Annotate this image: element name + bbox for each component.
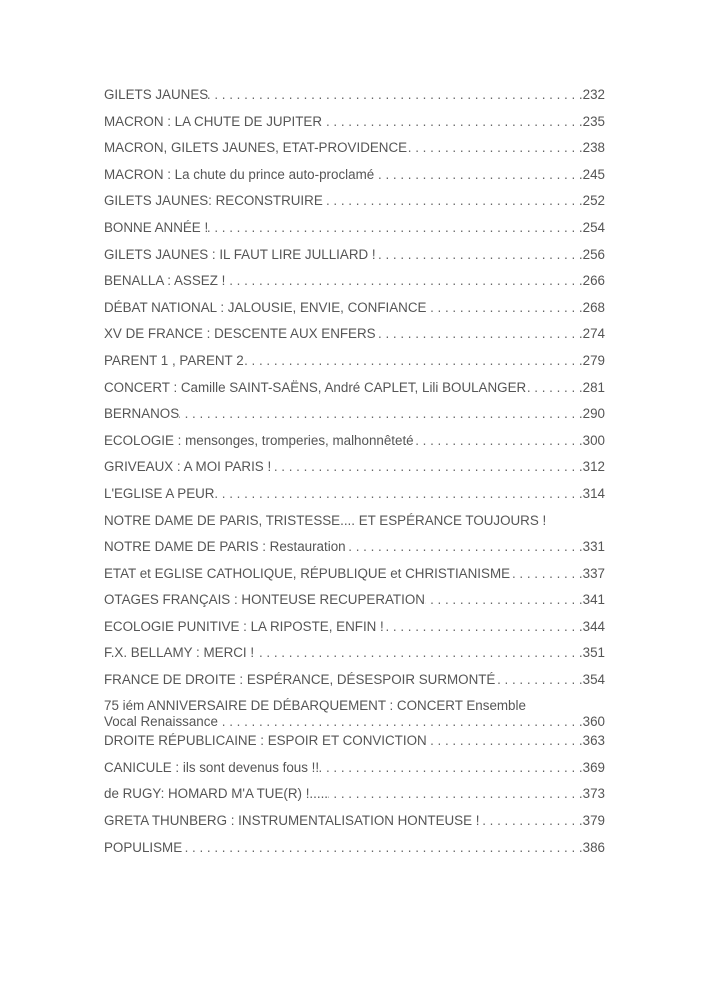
toc-entry-page: 232 bbox=[582, 87, 605, 102]
toc-dot-leader bbox=[346, 538, 583, 556]
toc-entry-page: 290 bbox=[582, 406, 605, 422]
toc-entry-page: 268 bbox=[582, 299, 605, 315]
toc-entry-page: 312 bbox=[582, 459, 605, 475]
toc-entry-title: FRANCE DE DROITE : ESPÉRANCE, DÉSESPOIR SURMONTÉ bbox=[104, 672, 496, 688]
toc-entry-title: F.X. BELLAMY : MERCI ! bbox=[104, 645, 255, 661]
toc-entry-title-continued: Vocal Renaissance bbox=[104, 713, 218, 729]
toc-entry[interactable] bbox=[104, 379, 605, 406]
toc-dot-leader bbox=[218, 714, 583, 730]
table-of-contents bbox=[104, 86, 605, 865]
toc-entry-page: 266 bbox=[582, 273, 605, 289]
toc-entry[interactable] bbox=[104, 591, 605, 618]
toc-dot-leader bbox=[376, 325, 583, 343]
toc-entry[interactable] bbox=[104, 139, 605, 166]
toc-entry-title: CONCERT : Camille SAINT-SAËNS, André CAPLET, Lili BOULANGER bbox=[104, 379, 527, 395]
toc-entry-title: BENALLA : ASSEZ ! bbox=[104, 273, 226, 289]
toc-entry[interactable] bbox=[104, 759, 605, 786]
toc-entry-title: GILETS JAUNES bbox=[104, 87, 209, 102]
toc-dot-leader bbox=[214, 485, 582, 503]
toc-entry-title: 75 iém ANNIVERSAIRE DE DÉBARQUEMENT : CONCERT Ensemble bbox=[104, 697, 526, 713]
toc-entry-page: 245 bbox=[582, 166, 605, 182]
toc-dot-leader bbox=[319, 759, 583, 777]
toc-entry[interactable] bbox=[104, 512, 605, 539]
toc-entry[interactable] bbox=[104, 86, 605, 113]
toc-entry-title: BONNE ANNÉE ! bbox=[104, 219, 209, 235]
toc-entry-title: POPULISME bbox=[104, 839, 183, 855]
toc-entry-page: 379 bbox=[582, 812, 605, 828]
toc-dot-leader bbox=[526, 379, 582, 397]
toc-entry[interactable] bbox=[104, 485, 605, 512]
toc-dot-leader bbox=[323, 192, 583, 210]
toc-entry[interactable] bbox=[104, 698, 605, 733]
toc-entry-page: 344 bbox=[582, 618, 605, 634]
toc-dot-leader bbox=[495, 671, 582, 689]
toc-entry-page: 256 bbox=[582, 246, 605, 262]
toc-dot-leader bbox=[414, 432, 583, 450]
toc-entry[interactable] bbox=[104, 113, 605, 140]
toc-dot-leader bbox=[254, 644, 583, 662]
toc-dot-leader bbox=[407, 139, 583, 157]
toc-dot-leader bbox=[208, 86, 582, 104]
toc-entry-page: 331 bbox=[582, 539, 605, 555]
toc-entry-title: ECOLOGIE PUNITIVE : LA RIPOSTE, ENFIN ! bbox=[104, 618, 384, 634]
toc-entry-title: GILETS JAUNES: RECONSTRUIRE bbox=[104, 193, 323, 209]
toc-dot-leader bbox=[179, 405, 583, 423]
toc-dot-leader bbox=[322, 113, 583, 131]
toc-entry[interactable] bbox=[104, 458, 605, 485]
toc-entry-title: BERNANOS bbox=[104, 406, 180, 422]
toc-entry-title: OTAGES FRANÇAIS : HONTEUSE RECUPERATION bbox=[104, 592, 425, 608]
toc-entry[interactable] bbox=[104, 325, 605, 352]
toc-entry-title: CANICULE : ils sont devenus fous !! bbox=[104, 759, 320, 775]
toc-entry[interactable] bbox=[104, 812, 605, 839]
toc-entry-page: 235 bbox=[582, 113, 605, 129]
toc-entry[interactable] bbox=[104, 618, 605, 645]
toc-entry[interactable] bbox=[104, 565, 605, 592]
toc-entry[interactable] bbox=[104, 272, 605, 299]
toc-dot-leader bbox=[374, 166, 582, 184]
toc-entry[interactable] bbox=[104, 246, 605, 273]
toc-entry-title: MACRON : La chute du prince auto-proclamé bbox=[104, 166, 375, 182]
toc-dot-leader bbox=[384, 618, 583, 636]
toc-entry-title: ETAT et EGLISE CATHOLIQUE, RÉPUBLIQUE et CHRISTIANISME bbox=[104, 565, 511, 581]
toc-entry-page: 274 bbox=[582, 326, 605, 342]
toc-entry[interactable] bbox=[104, 839, 605, 866]
toc-entry-title: L'EGLISE A PEUR bbox=[104, 485, 215, 501]
toc-dot-leader bbox=[225, 272, 582, 290]
toc-entry-page: 341 bbox=[582, 592, 605, 608]
toc-entry-page: 337 bbox=[582, 565, 605, 581]
toc-dot-leader bbox=[271, 458, 582, 476]
toc-entry-page: 373 bbox=[582, 786, 605, 802]
toc-entry[interactable] bbox=[104, 644, 605, 671]
toc-dot-leader bbox=[182, 839, 583, 857]
toc-entry-page: 254 bbox=[582, 219, 605, 235]
toc-entry-title: MACRON : LA CHUTE DE JUPITER bbox=[104, 113, 322, 129]
toc-dot-leader bbox=[427, 732, 583, 750]
toc-entry-page: 360 bbox=[582, 713, 605, 729]
toc-entry-title: de RUGY: HOMARD M'A TUE(R) !..... bbox=[104, 786, 329, 802]
toc-entry-page: 369 bbox=[582, 759, 605, 775]
toc-entry-page: 351 bbox=[582, 645, 605, 661]
toc-dot-leader bbox=[510, 565, 583, 583]
toc-entry-page: 238 bbox=[582, 140, 605, 156]
toc-entry[interactable] bbox=[104, 352, 605, 379]
toc-entry-title: GRIVEAUX : A MOI PARIS ! bbox=[104, 459, 272, 475]
toc-entry[interactable] bbox=[104, 785, 605, 812]
toc-entry[interactable] bbox=[104, 732, 605, 759]
toc-entry-page: 314 bbox=[582, 485, 605, 501]
toc-dot-leader bbox=[425, 591, 583, 609]
toc-entry-title: XV DE FRANCE : DESCENTE AUX ENFERS bbox=[104, 326, 376, 342]
toc-entry[interactable] bbox=[104, 299, 605, 326]
toc-entry-page: 281 bbox=[582, 379, 605, 395]
toc-entry-page: 363 bbox=[582, 733, 605, 749]
toc-entry[interactable] bbox=[104, 432, 605, 459]
toc-entry[interactable] bbox=[104, 192, 605, 219]
toc-entry[interactable] bbox=[104, 219, 605, 246]
toc-dot-leader bbox=[479, 812, 582, 830]
toc-entry[interactable] bbox=[104, 405, 605, 432]
toc-entry-title: GILETS JAUNES : IL FAUT LIRE JULLIARD ! bbox=[104, 246, 376, 262]
toc-entry-title: NOTRE DAME DE PARIS : Restauration bbox=[104, 539, 346, 555]
toc-dot-leader bbox=[244, 352, 583, 370]
toc-entry-title: PARENT 1 , PARENT 2 bbox=[104, 352, 244, 368]
toc-entry[interactable] bbox=[104, 538, 605, 565]
toc-dot-leader bbox=[208, 219, 582, 237]
toc-entry-title: DÉBAT NATIONAL : JALOUSIE, ENVIE, CONFIANCE bbox=[104, 299, 427, 315]
toc-entry-title: DROITE RÉPUBLICAINE : ESPOIR ET CONVICTION bbox=[104, 733, 427, 749]
toc-entry-page: 386 bbox=[582, 839, 605, 855]
toc-dot-leader bbox=[426, 299, 582, 317]
toc-entry-page: 252 bbox=[582, 193, 605, 209]
toc-entry-page: 279 bbox=[582, 352, 605, 368]
toc-entry[interactable] bbox=[104, 166, 605, 193]
toc-entry-title: ECOLOGIE : mensonges, tromperies, malhonnêteté bbox=[104, 432, 414, 448]
toc-entry[interactable] bbox=[104, 671, 605, 698]
toc-dot-leader bbox=[376, 246, 583, 264]
toc-entry-page: 300 bbox=[582, 432, 605, 448]
toc-entry-title: GRETA THUNBERG : INSTRUMENTALISATION HONTEUSE ! bbox=[104, 812, 480, 828]
toc-entry-page: 354 bbox=[582, 672, 605, 688]
toc-entry-title: MACRON, GILETS JAUNES, ETAT-PROVIDENCE bbox=[104, 140, 408, 156]
toc-dot-leader bbox=[328, 785, 583, 803]
toc-entry-title: NOTRE DAME DE PARIS, TRISTESSE.... ET ESPÉRANCE TOUJOURS ! bbox=[104, 512, 547, 528]
